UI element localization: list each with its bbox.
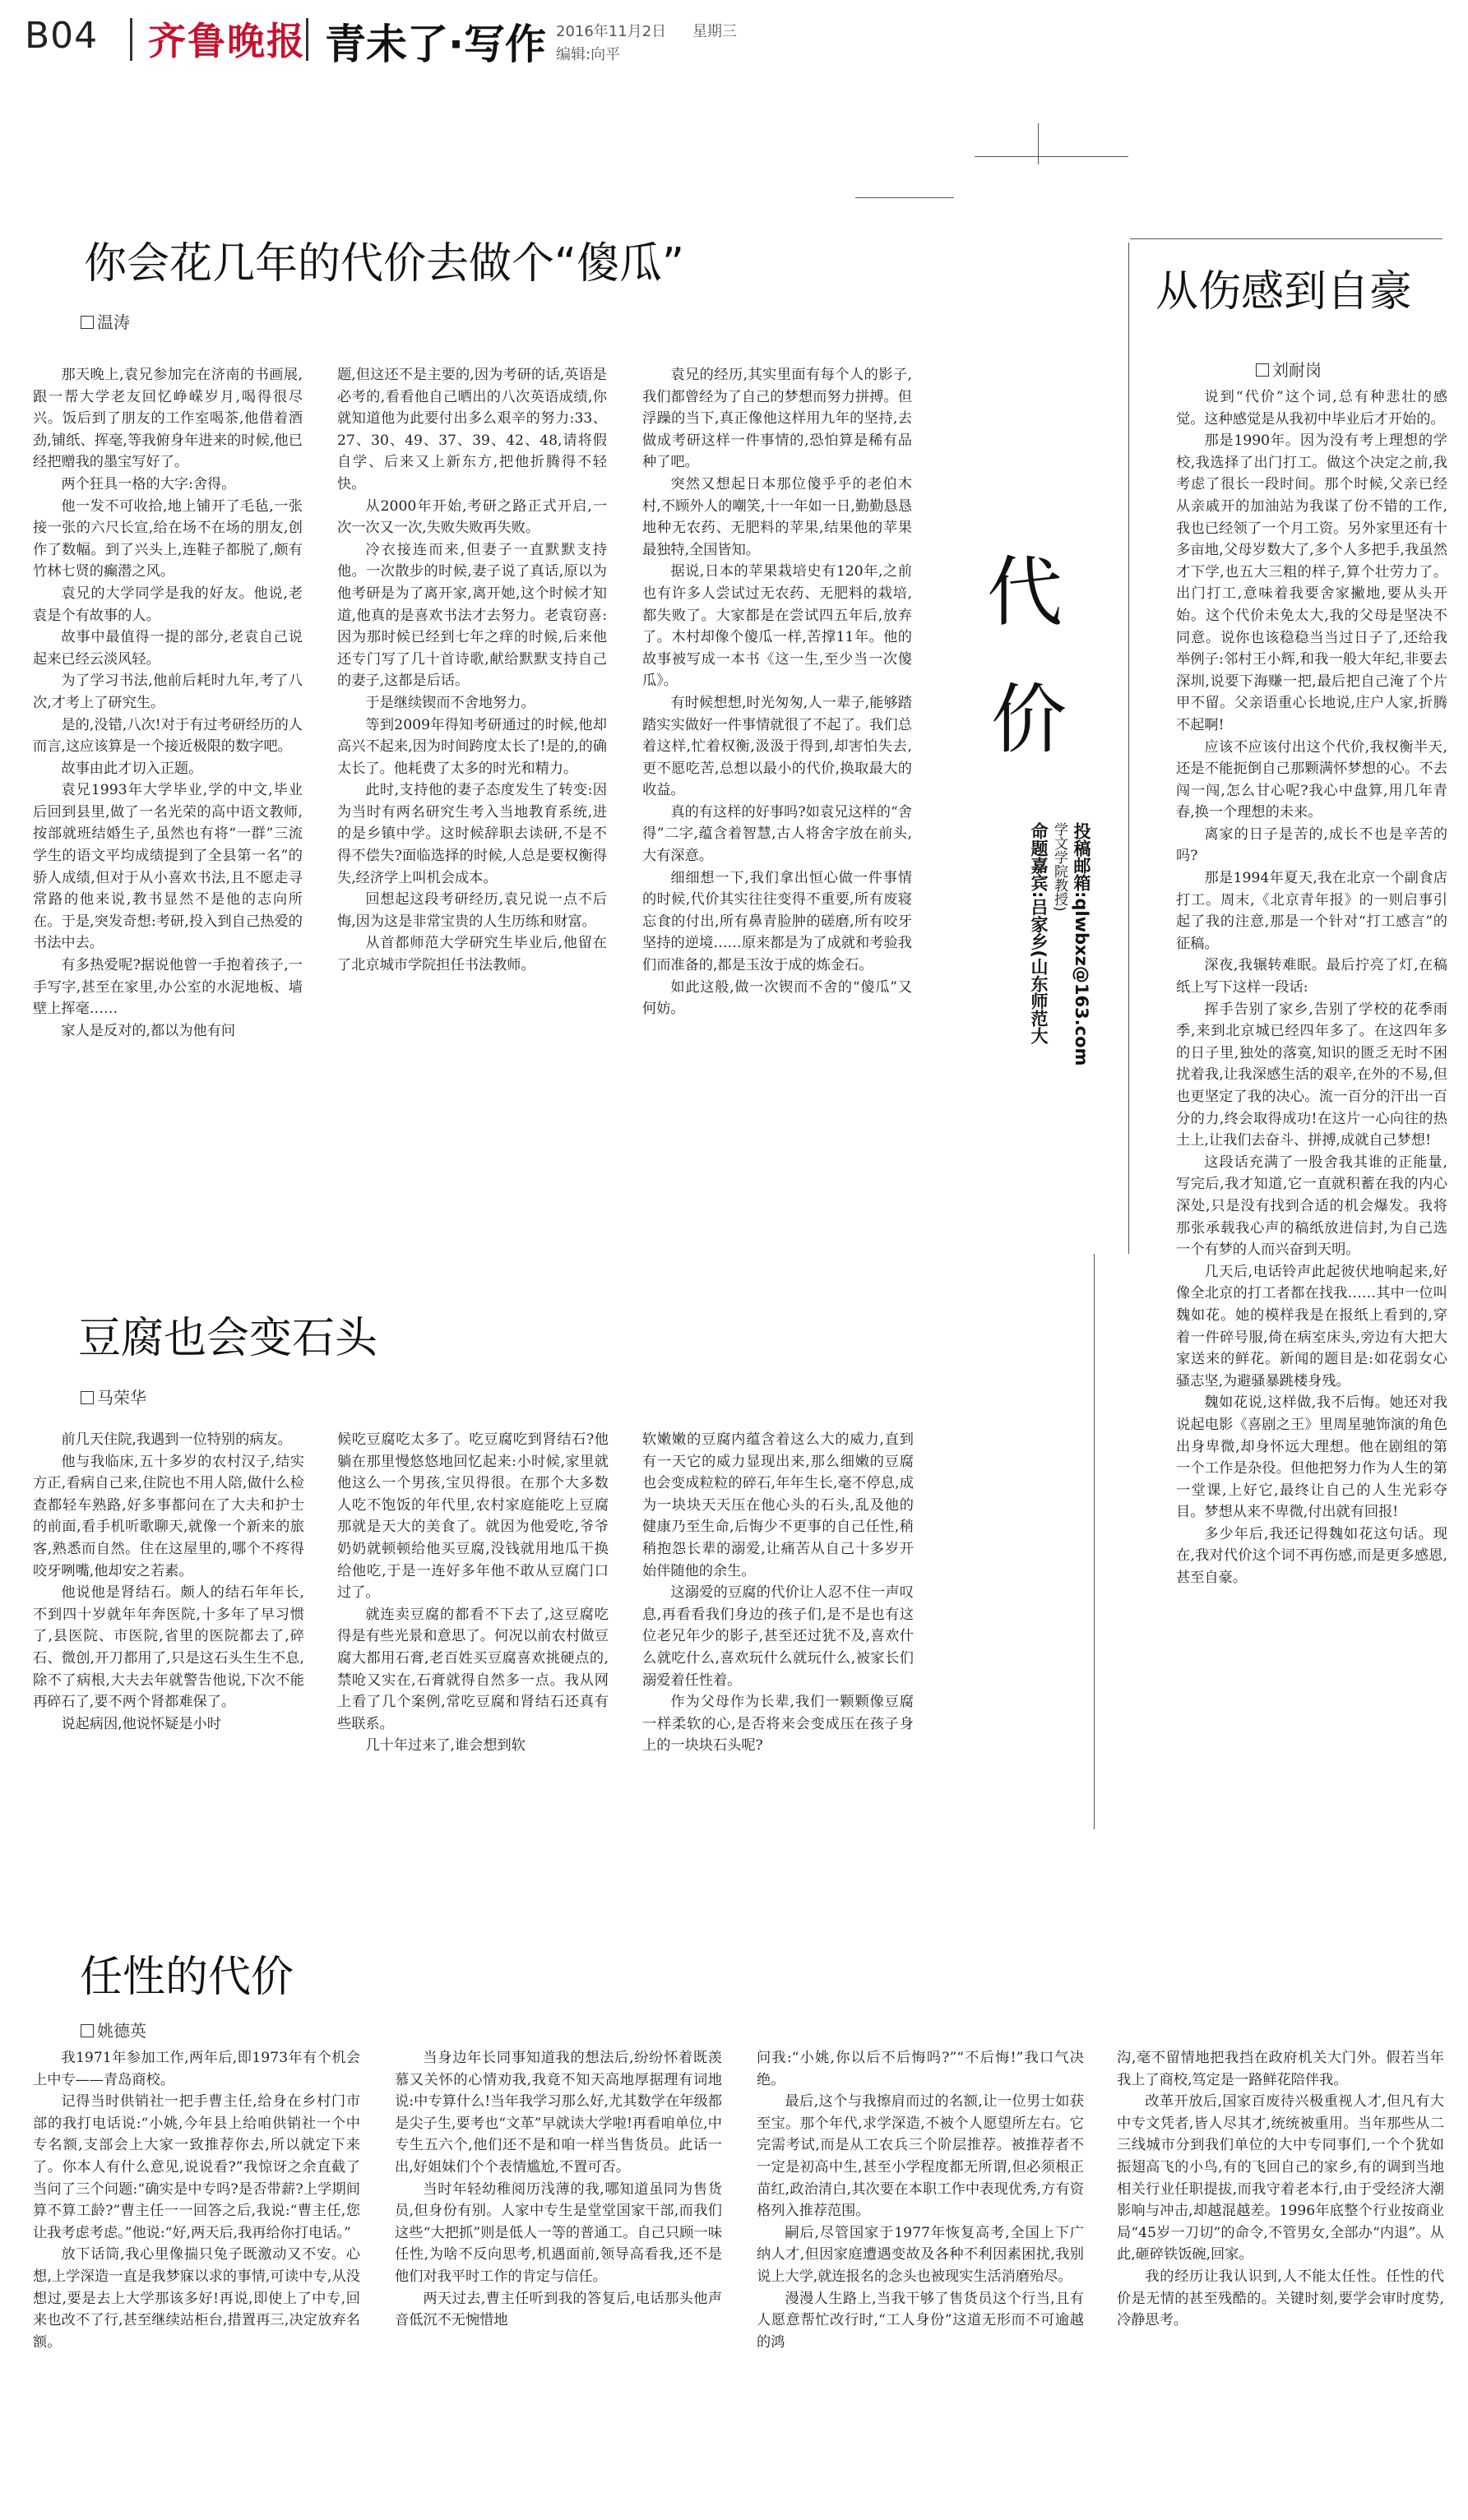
article-column xyxy=(395,2047,722,2516)
paragraph: 最后,这个与我擦肩而过的名额,让一位男士如获至宝。那个年代,求学深造,不被个人愿望所左右。它完需考试,而是从工农兵三个阶层推荐。被推荐者不一定是初高中生,甚至小学程度都无所谓,但必须根正苗红,政治清白,其次要在本职工作中表现优秀,方有资格列入推荐范围。 xyxy=(757,2093,1084,2220)
paragraph: 为了学习书法,他前后耗时九年,考了八次,才考上了研究生。 xyxy=(33,673,303,711)
paragraph: 如此这般,做一次锲而不舍的“傻瓜”又何妨。 xyxy=(642,978,912,1018)
deco-line xyxy=(1128,243,1129,1254)
paragraph: 几天后,电话铃声此起彼伏地响起来,好像全北京的打工者都在找我……其中一位叫魏如花。她的模样我是在报纸上看到的,穿着一件碎号服,倚在病室床头,旁边有大把大家送来的鲜花。新闻的题目是:如花弱女心骚志坚,为避骚暴跳楼身残。 xyxy=(1176,1263,1447,1389)
paragraph: 故事中最值得一提的部分,老袁自己说起来已经云淡风轻。 xyxy=(33,629,303,668)
paragraph: 我1971年参加工作,两年后,即1973年有个机会上中专——青岛商校。 xyxy=(33,2050,360,2088)
paragraph: 他与我临床,五十多岁的农村汉子,结实方正,看病自己来,住院也不用人陪,做什么检查都轻车熟路,好多事都问在了大夫和护士的前面,看手机听歌聊天,就像一个新来的旅客,熟悉而自然。住在这屋里的,哪个不疼得咬牙咧嘴,他却安之若素。 xyxy=(33,1453,304,1579)
paragraph: 这段话充满了一股舍我其谁的正能量,写完后,我才知道,它一直就积蓄在我的内心深处,只是没有找到合适的机会爆发。我将那张承载我心声的稿纸放进信封,为自己选一个有梦的人而兴奋到天明。 xyxy=(1176,1154,1447,1259)
sponsor: 命题嘉宾:吕家乡(山东师范大 xyxy=(1029,822,1049,1044)
paragraph: 等到2009年得知考研通过的时候,他却高兴不起来,因为时间跨度太长了!是的,的确太长了。他耗费了太多的时光和精力。 xyxy=(337,716,607,777)
paragraph: 题,但这还不是主要的,因为考研的话,英语是必考的,看看他自己晒出的八次英语成绩,你就知道他为此要付出多么艰辛的努力:33、27、30、49、37、39、42、48,请将假自学、后来又上新东方,把他折腾得不轻快。 xyxy=(337,367,607,492)
paragraph: 他一发不可收拾,地上铺开了毛毡,一张接一张的六尺长宣,给在场不在场的朋友,创作了数幅。到了兴头上,连鞋子都脱了,颇有竹林七贤的癫潜之风。 xyxy=(33,497,303,580)
article-column xyxy=(33,2047,360,2516)
paragraph: 两天过去,曹主任听到我的答复后,电话那头他声音低沉不无惋惜地 xyxy=(395,2290,722,2329)
section-title: 青未了·写作 xyxy=(325,21,546,68)
paragraph: 漫漫人生路上,当我干够了售货员这个行当,且有人愿意帮忙改行时,“工人身份”这道无形而不可逾越的鸿 xyxy=(757,2290,1084,2351)
paragraph: 嗣后,尽管国家于1977年恢复高考,全国上下广纳人才,但因家庭遭遇变故及各种不利因素困扰,我别说上大学,就连报名的念头也被现实生活消磨殆尽。 xyxy=(757,2224,1084,2285)
paragraph: 离家的日子是苦的,成长不也是辛苦的吗? xyxy=(1176,825,1447,865)
paragraph: 作为父母作为长辈,我们一颗颗像豆腐一样柔软的心,是否将来会变成压在孩子身上的一块块石头呢? xyxy=(642,1694,914,1755)
article-title: 从伤感到自豪 xyxy=(1155,267,1413,317)
article-column xyxy=(757,2047,1084,2516)
paragraph: 那是1994年夏天,我在北京一个副食店打工。周末,《北京青年报》的一则启事引起了我的注意,那是一个针对“打工感言”的征稿。 xyxy=(1176,870,1447,952)
feature-char: 价 xyxy=(991,676,1067,764)
paragraph: 冷衣接连而来,但妻子一直默默支持他。一次散步的时候,妻子说了真话,原以为他考研是为了离开家,离开她,这个时候才知道,他真的是喜欢书法才去努力。老袁窃喜:因为那时候已经到七年之痒的时候,后来他还专门写了几十首诗歌,献给默默支持自己的妻子,这都是后话。 xyxy=(337,541,607,690)
deco-line xyxy=(1038,123,1039,164)
page-number: B04 xyxy=(25,15,99,57)
article-column xyxy=(337,364,607,1236)
paragraph: 细细想一下,我们拿出恒心做一件事情的时候,代价其实往往变得不重要,所有废寝忘食的付出,所有鼻青脸肿的磋磨,所有咬牙坚持的逆境……原来都是为了成就和考验我们而准备的,都是玉汝于成的炼金石。 xyxy=(642,869,912,974)
header-divider xyxy=(130,18,132,61)
paragraph: 是的,没错,八次!对于有过考研经历的人而言,这应该算是一个接近极限的数字吧。 xyxy=(33,716,303,756)
paragraph: 说到“代价”这个词,总有种悲壮的感觉。这种感觉是从我初中毕业后才开始的。 xyxy=(1176,389,1447,428)
paragraph: 于是继续锲而不舍地努力。 xyxy=(365,694,535,711)
paragraph: 真的有这样的好事吗?如袁兄这样的“舍得”二字,蕴含着智慧,古人将舍字放在前头,大有深意。 xyxy=(642,803,912,865)
paragraph: 突然又想起日本那位傻乎乎的老伯木村,不顾外人的嘲笑,十一年如一日,勤勤恳恳地种无农药、无肥料的苹果,结果他的苹果最独特,全国皆知。 xyxy=(642,475,912,558)
header-divider xyxy=(306,18,308,61)
newspaper-name: 齐鲁晚报 xyxy=(148,19,306,63)
paragraph: 魏如花说,这样做,我不后悔。她还对我说起电影《喜剧之王》里周星驰饰演的角色出身卑微,却身怀远大理想。他在剧组的第一个工作是杂役。但他把努力作为人生的第一堂课,上好它,最终让自己的人生光彩夺目。梦想从来不卑微,付出就有回报! xyxy=(1176,1394,1447,1521)
paragraph: 此时,支持他的妻子态度发生了转变:因为当时有两名研究生考入当地教育系统,进的是乡镇中学。这时候辞职去读研,不是不得不偿失?面临选择的时候,人总是要权衡得失,经济学上叫机会成本。 xyxy=(337,782,607,886)
weekday: 星期三 xyxy=(692,23,737,40)
contact-email: 投稿邮箱:qlwbxz@163.com xyxy=(1072,822,1091,1066)
article-column xyxy=(1117,2047,1444,2516)
paragraph: 当身边年长同事知道我的想法后,纷纷怀着既羡慕又关怀的心情劝我,我竟不知天高地厚据理有词地说:中专算什么!当年我学习那么好,尤其数学在年级都是尖子生,要考也“文革”早就读大学啦!再看咱单位,中专生五六个,他们还不是和咱一样当售货员。此话一出,好姐妹们个个表情尴尬,不置可否。 xyxy=(395,2050,722,2176)
article-column xyxy=(642,364,912,1236)
editor: 编辑:向平 xyxy=(556,46,621,63)
paragraph: 故事由此才切入正题。 xyxy=(61,760,203,777)
paragraph: 多少年后,我还记得魏如花这句话。现在,我对代价这个词不再伤感,而是更多感恩,甚至自豪。 xyxy=(1176,1525,1447,1587)
paragraph: 候吃豆腐吃太多了。吃豆腐吃到肾结石?他躺在那里慢悠悠地回忆起来:小时候,家里就他这么一个男孩,宝贝得很。在那个大多数人吃不饱饭的年代里,农村家庭能吃上豆腐那就是天大的美食了。就因为他爱吃,爷爷奶奶就顿顿给他买豆腐,没钱就用地瓜干换给他吃,于是一连好多年他不敢从豆腐门口过了。 xyxy=(337,1431,609,1602)
article-author xyxy=(81,1385,146,1408)
paragraph: 当时年轻幼稚阅历浅薄的我,哪知道虽同为售货员,但身份有别。人家中专生是堂堂国家干部,而我们这些“大把抓”则是低人一等的普通工。自己只顾一味任性,为啥不反向思考,机遇面前,领导高看我,还不是他们对我平时工作的肯定与信任。 xyxy=(395,2180,722,2285)
paragraph: 那天晚上,袁兄参加完在济南的书画展,跟一帮大学老友回忆峥嵘岁月,喝得很尽兴。饭后到了朋友的工作室喝茶,他借着酒劲,铺纸、挥毫,等我俯身年进来的时候,他已经把赠我的墨宝写好了。 xyxy=(33,367,303,471)
deco-line xyxy=(975,156,1038,157)
author-name: 马荣华 xyxy=(97,1388,146,1408)
paragraph: 从2000年开始,考研之路正式开启,一次一次又一次,失败失败再失败。 xyxy=(337,497,607,537)
paragraph: 放下话筒,我心里像揣只兔子既激动又不安。心想,上学深造一直是我梦寐以求的事情,可读中专,从没想过,要是去上大学那该多好!再说,即使上了中专,回来也改不了行,甚至继续站柜台,措置再三,决定放弃名额。 xyxy=(33,2246,360,2351)
paragraph: 回想起这段考研经历,袁兄说一点不后悔,因为这是非常宝贵的人生历练和财富。 xyxy=(337,891,607,930)
date: 2016年11月2日 xyxy=(556,23,667,40)
article-column xyxy=(33,364,303,1236)
paragraph: 有多热爱呢?据说他曾一手抱着孩子,一手写字,甚至在家里,办公室的水泥地板、墙壁上挥毫…… xyxy=(33,957,303,1018)
paragraph: 挥手告别了家乡,告别了学校的花季雨季,来到北京城已经四年多了。在这四年多的日子里,独处的落寞,知识的匮乏无时不困扰着我,让我深感生活的艰辛,在外的不易,但也更坚定了我的决心。流一百分的汗出一百分的力,终会取得成功!在这片一心向往的热土上,让我们去奋斗、拼搏,成就自己梦想! xyxy=(1176,1001,1447,1149)
article-author xyxy=(81,309,130,333)
paragraph: 那是1990年。因为没有考上理想的学校,我选择了出门打工。做这个决定之前,我考虑了很长一段时间。那个时候,父亲已经从亲戚开的加油站为我谋了份不错的工作,我也已经领了一个月工资。另外家里还有十多亩地,父母岁数大了,多个人多把手,我虽然才下学,也五大三粗的样子,算个壮劳力了。出门打工,意味着我要舍家撇地,要从头开始。这个代价未免太大,我的父母是坚决不同意。说你也该稳稳当当过日子了,还给我举例子:邻村王小辉,和我一般大年纪,非要去深圳,说要下海赚一把,最后把自己淹了个片甲不留。父亲语重心长地说,庄户人家,折腾不起啊! xyxy=(1176,432,1447,733)
article-column xyxy=(33,1429,304,1939)
author-name: 刘耐岗 xyxy=(1272,360,1322,380)
author-name: 姚德英 xyxy=(97,2021,146,2041)
paragraph: 两个狂具一格的大字:舍得。 xyxy=(61,475,236,492)
paragraph: 深夜,我辗转难眠。最后拧亮了灯,在稿纸上写下这样一段话: xyxy=(1176,957,1447,996)
paragraph: 据说,日本的苹果栽培史有120年,之前也有许多人尝试过无农药、无肥料的栽培,都失败了。大家都是在尝试四五年后,放弃了。木村却像个傻瓜一样,苦撑11年。他的故事被写成一本书《这一生,至少当一次傻瓜》。 xyxy=(642,563,912,690)
author-name: 温涛 xyxy=(97,312,130,332)
paragraph: 应该不应该付出这个代价,我权衡半天,还是不能扼倒自己那颗满怀梦想的心。不去闯一闯,怎么甘心呢?我心中盘算,用几年青春,换一个理想的未来。 xyxy=(1176,738,1447,821)
paragraph: 从首都师范大学研究生毕业后,他留在了北京城市学院担任书法教师。 xyxy=(337,935,607,974)
paragraph: 沟,毫不留情地把我挡在政府机关大门外。假若当年我上了商校,笃定是一路鲜花陪伴我。 xyxy=(1117,2050,1444,2088)
paragraph: 记得当时供销社一把手曹主任,给身在乡村门市部的我打电话说:“小姚,今年县上给咱供销社一个中专名额,支部会上大家一致推荐你去,所以就定下来了。你本人有什么意见,说说看?”我惊讶之余直截了当问了三个问题:“确实是中专吗?是否带薪?上学期间算不算工龄?”曹主任一一回答之后,我说:“曹主任,您让我考虑考虑。”他说:“好,两天后,我再给你打电话。” xyxy=(33,2093,360,2241)
paragraph: 说起病因,他说怀疑是小时 xyxy=(61,1715,221,1732)
article-column xyxy=(337,1429,609,1939)
paragraph: 家人是反对的,都以为他有问 xyxy=(61,1022,236,1039)
deco-line xyxy=(1038,156,1128,157)
paragraph: 袁兄的大学同学是我的好友。他说,老袁是个有故事的人。 xyxy=(33,585,303,624)
sponsor-tail: 学文学院教授) xyxy=(1051,822,1067,912)
paragraph: 问我:“小姚,你以后不后悔吗?”“不后悔!”我口气决绝。 xyxy=(757,2050,1084,2088)
paragraph: 前几天住院,我遇到一位特别的病友。 xyxy=(61,1431,292,1448)
paragraph: 软嫩嫩的豆腐内蕴含着这么大的威力,直到有一天它的威力显现出来,那么细嫩的豆腐也会变成粒粒的碎石,年年生长,毫不停息,成为一块块天天压在他心头的石头,乱及他的健康乃至生命,后悔少不更事的自己任性,稍稍抱怨长辈的溺爱,让痛苦从自己十多岁开始伴随他的余生。 xyxy=(642,1431,914,1579)
paragraph: 有时候想想,时光匆匆,人一辈子,能够踏踏实实做好一件事情就很了不起了。我们总着这样,忙着权衡,汲汲于得到,却害怕失去,更不愿吃苦,总想以最小的代价,换取最大的收益。 xyxy=(642,694,912,799)
article-author xyxy=(81,2018,146,2041)
article-title: 豆腐也会变石头 xyxy=(78,1314,378,1363)
paragraph: 这溺爱的豆腐的代价让人忍不住一声叹息,再看看我们身边的孩子们,是不是也有这位老兄年少的影子,甚至还过犹不及,喜欢什么就吃什么,喜欢玩什么就玩什么,被家长们溺爱着任性着。 xyxy=(642,1584,914,1689)
article-column xyxy=(642,1429,914,1939)
paragraph: 改革开放后,国家百废待兴极重视人才,但凡有大中专文凭者,皆人尽其才,统统被重用。当年那些从二三线城市分到我们单位的大中专同事们,一个个犹如振翅高飞的小鸟,有的飞回自己的家乡,有的调到当地相关行业任职提拔,而我守着老本行,由于受经济大潮影响与冲击,却越混越差。1996年底整个行业按商业局“45岁一刀切”的命令,不管男女,全部办“内退”。从此,砸碎铁饭碗,回家。 xyxy=(1117,2093,1444,2263)
article-title: 你会花几年的代价去做个“傻瓜” xyxy=(84,239,684,289)
paragraph: 袁兄的经历,其实里面有每个人的影子,我们都曾经为了自己的梦想而努力拼搏。但浮躁的当下,真正像他这样用九年的坚持,去做成考研这样一件事情的,恐怕算是稀有品种了吧。 xyxy=(642,367,912,471)
paragraph: 袁兄1993年大学毕业,学的中文,毕业后回到县里,做了一名光荣的高中语文教师,按部就班结婚生子,虽然也有将“一群”三流学生的语文平均成绩提到了全县第一名”的骄人成绩,但对于从小喜欢书法,且不愿走寻常路的他来说,教书显然不是他的志向所在。于是,突发奇想:考研,投入到自己热爱的书法中去。 xyxy=(33,782,303,952)
article-author xyxy=(1256,357,1322,381)
deco-line xyxy=(855,197,954,198)
paragraph: 几十年过来了,谁会想到软 xyxy=(365,1737,526,1755)
deco-line xyxy=(1094,1254,1095,1829)
paragraph: 他说他是肾结石。颇人的结石年年长,不到四十岁就年年奔医院,十多年了早习惯了,县医院、市医院,省里的医院都去了,碎石、微创,开刀都用了,只是这石头生生不息,除不了病根,大夫去年就警告他说,下次不能再碎石了,要不两个肾都难保了。 xyxy=(33,1584,304,1711)
paragraph: 我的经历让我认识到,人不能太任性。任性的代价是无情的甚至残酷的。关键时刻,要学会审时度势,冷静思考。 xyxy=(1117,2268,1444,2329)
deco-line xyxy=(1130,238,1443,239)
paragraph: 就连卖豆腐的都看不下去了,这豆腐吃得是有些光景和意思了。何况以前农村做豆腐大都用石膏,老百姓买豆腐喜欢挑硬点的,禁呛又实在,石膏就得自然多一点。我从网上看了几个案例,常吃豆腐和肾结石还真有些联系。 xyxy=(337,1606,609,1732)
feature-char: 代 xyxy=(987,548,1063,636)
article-column xyxy=(1176,386,1447,1998)
article-title: 任性的代价 xyxy=(80,1953,294,2002)
